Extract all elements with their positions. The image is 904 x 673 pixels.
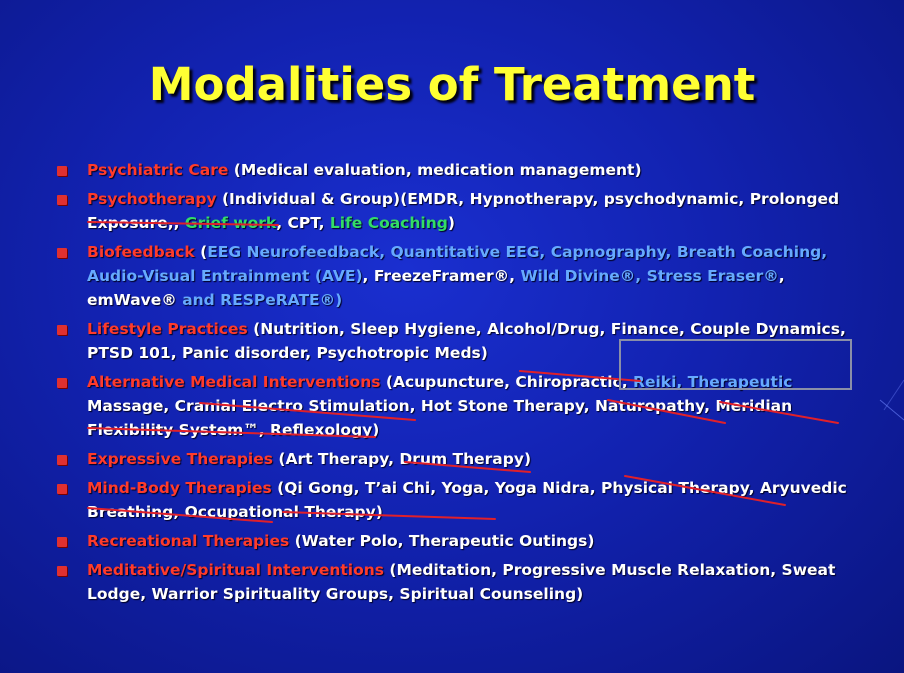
list-item bbox=[55, 558, 855, 606]
item-text: , FreezeFramer®, bbox=[362, 267, 521, 285]
item-heading: Meditative/Spiritual Interventions bbox=[87, 561, 385, 579]
item-text: EEG Neurofeedback, Quantitative EEG, Capnography, Breath Coaching, Audio-Visual Entrainment (AVE) bbox=[87, 243, 828, 285]
item-text: (Acupuncture, Chiropractic, bbox=[380, 373, 634, 391]
square-bullet-icon bbox=[57, 566, 67, 576]
square-bullet-icon bbox=[57, 484, 67, 494]
list-item bbox=[55, 187, 855, 235]
item-text: (Individual & Group)(EMDR, Hypnotherapy, psychodynamic, Prolonged Exposure,, bbox=[87, 190, 840, 232]
list-item bbox=[55, 529, 855, 553]
square-bullet-icon bbox=[57, 195, 67, 205]
square-bullet-icon bbox=[57, 325, 67, 335]
item-text: Reiki, Therapeutic bbox=[633, 373, 793, 391]
square-bullet-icon bbox=[57, 378, 67, 388]
item-heading: Psychotherapy bbox=[87, 190, 217, 208]
item-heading: Biofeedback bbox=[87, 243, 195, 261]
item-text: , CPT, bbox=[276, 214, 330, 232]
item-text: ) bbox=[447, 214, 455, 232]
item-text: ( bbox=[194, 243, 208, 261]
list-item bbox=[55, 447, 855, 471]
item-text: (Qi Gong, T’ai Chi, Yoga, Yoga Nidra, Physical Therapy, Aryuvedic Breathing, Occupational Therapy) bbox=[87, 479, 847, 521]
item-text: (Water Polo, Therapeutic Outings) bbox=[289, 532, 595, 550]
item-text: (Nutrition, Sleep Hygiene, Alcohol/Drug, Finance, Couple Dynamics, PTSD 101, Panic disorder, Psychotropic Meds) bbox=[87, 320, 846, 362]
slide-title: Modalities of Treatment bbox=[148, 58, 756, 111]
item-text: Massage, Cranial Electro Stimulation, Hot Stone Therapy, Naturopathy, Meridian Flexibility System™, Reflexology) bbox=[87, 397, 793, 439]
item-heading: Recreational Therapies bbox=[87, 532, 290, 550]
square-bullet-icon bbox=[57, 455, 67, 465]
item-heading: Lifestyle Practices bbox=[87, 320, 248, 338]
list-item bbox=[55, 158, 855, 182]
square-bullet-icon bbox=[57, 537, 67, 547]
item-heading: Mind-Body Therapies bbox=[87, 479, 272, 497]
item-text: Life Coaching bbox=[329, 214, 448, 232]
item-text: (Meditation, Progressive Muscle Relaxation, Sweat Lodge, Warrior Spirituality Groups, Spiritual Counseling) bbox=[87, 561, 836, 603]
item-heading: Psychiatric Care bbox=[87, 161, 229, 179]
modalities-list bbox=[55, 158, 855, 611]
square-bullet-icon bbox=[57, 166, 67, 176]
list-item bbox=[55, 370, 855, 442]
item-text: , emWave® bbox=[87, 267, 785, 309]
item-heading: Alternative Medical Interventions bbox=[87, 373, 381, 391]
list-item bbox=[55, 476, 855, 524]
list-item bbox=[55, 240, 855, 312]
item-text: Wild Divine®, Stress Eraser® bbox=[520, 267, 779, 285]
item-text: (Medical evaluation, medication management) bbox=[228, 161, 642, 179]
item-text: (Art Therapy, Drum Therapy) bbox=[273, 450, 532, 468]
item-text: and RESPeRATE®) bbox=[182, 291, 343, 309]
square-bullet-icon bbox=[57, 248, 67, 258]
item-heading: Expressive Therapies bbox=[87, 450, 273, 468]
list-item bbox=[55, 317, 855, 365]
item-text: Grief work bbox=[184, 214, 277, 232]
